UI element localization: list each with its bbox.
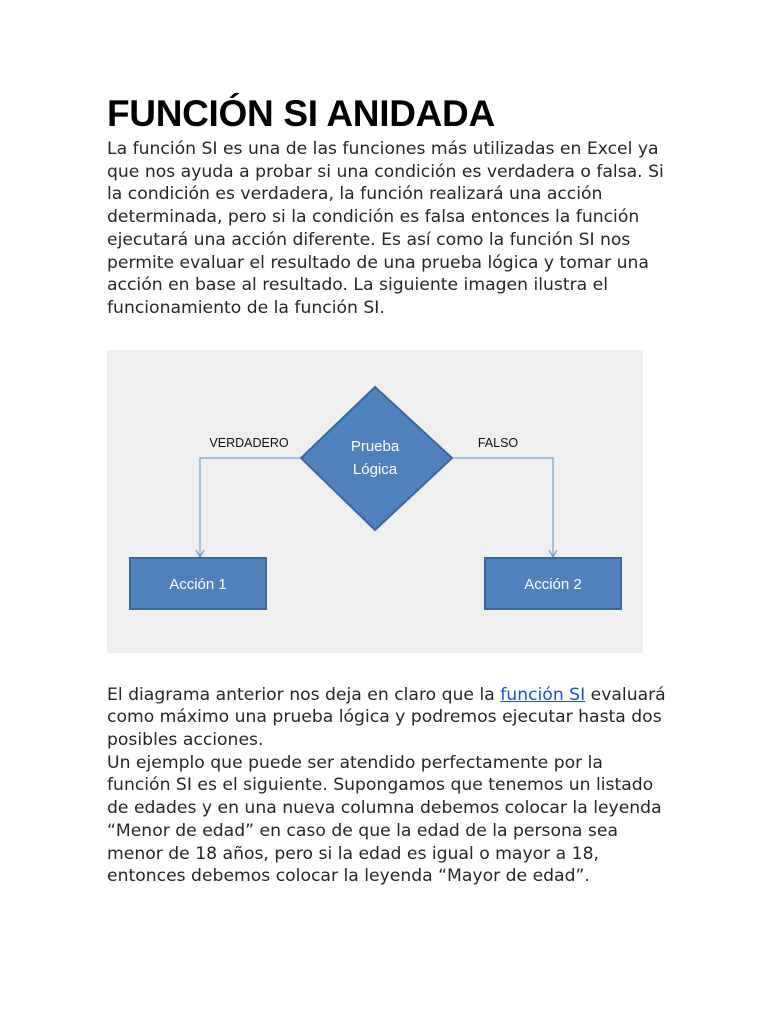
action1-label: Acción 1 bbox=[169, 575, 227, 593]
false-connector bbox=[452, 458, 553, 556]
flowchart-figure bbox=[107, 350, 643, 653]
intro-paragraph: La función SI es una de las funciones más utilizadas en Excel ya que nos ayuda a probar si una condición es verdadera o falsa. Si la condición es verdadera, la función realizará una acción determinada, pero si la condición es falsa entonces la función ejecutará una acción diferente. Es así como la función SI nos permite evaluar el resultado de una prueba lógica y tomar una acción en base al resultado. La siguiente imagen ilustra el funcionamiento de la función SI. bbox=[107, 139, 664, 318]
document-page bbox=[107, 92, 667, 888]
flowchart-diagram bbox=[107, 350, 643, 653]
true-connector bbox=[200, 458, 303, 556]
diagram-explanation-paragraph bbox=[107, 684, 667, 752]
decision-label-line1: Prueba bbox=[350, 437, 400, 455]
decision-diamond bbox=[301, 387, 452, 530]
example-paragraph: Un ejemplo que puede ser atendido perfectamente por la función SI es el siguiente. Supongamos que tenemos un listado de edades y en una nueva columna debemos colocar la leyenda “Menor de edad” en caso de que la edad de la persona sea menor de 18 años, pero si la edad es igual o mayor a 18, entonces debemos colocar la leyenda “Mayor de edad”. bbox=[107, 752, 662, 887]
page-title: FUNCIÓN SI ANIDADA bbox=[107, 93, 495, 134]
true-branch-label: VERDADERO bbox=[209, 435, 289, 450]
explanation-text-end: evaluará como máximo una prueba lógica y podremos ejecutar hasta dos posibles acciones. bbox=[107, 684, 666, 751]
decision-label-line2: Lógica bbox=[352, 460, 398, 478]
explanation-text-start: El diagrama anterior nos deja en claro que la bbox=[107, 684, 501, 705]
false-branch-label: FALSO bbox=[477, 435, 519, 450]
funcion-si-link[interactable]: función SI bbox=[500, 684, 586, 705]
action2-label: Acción 2 bbox=[524, 575, 582, 593]
